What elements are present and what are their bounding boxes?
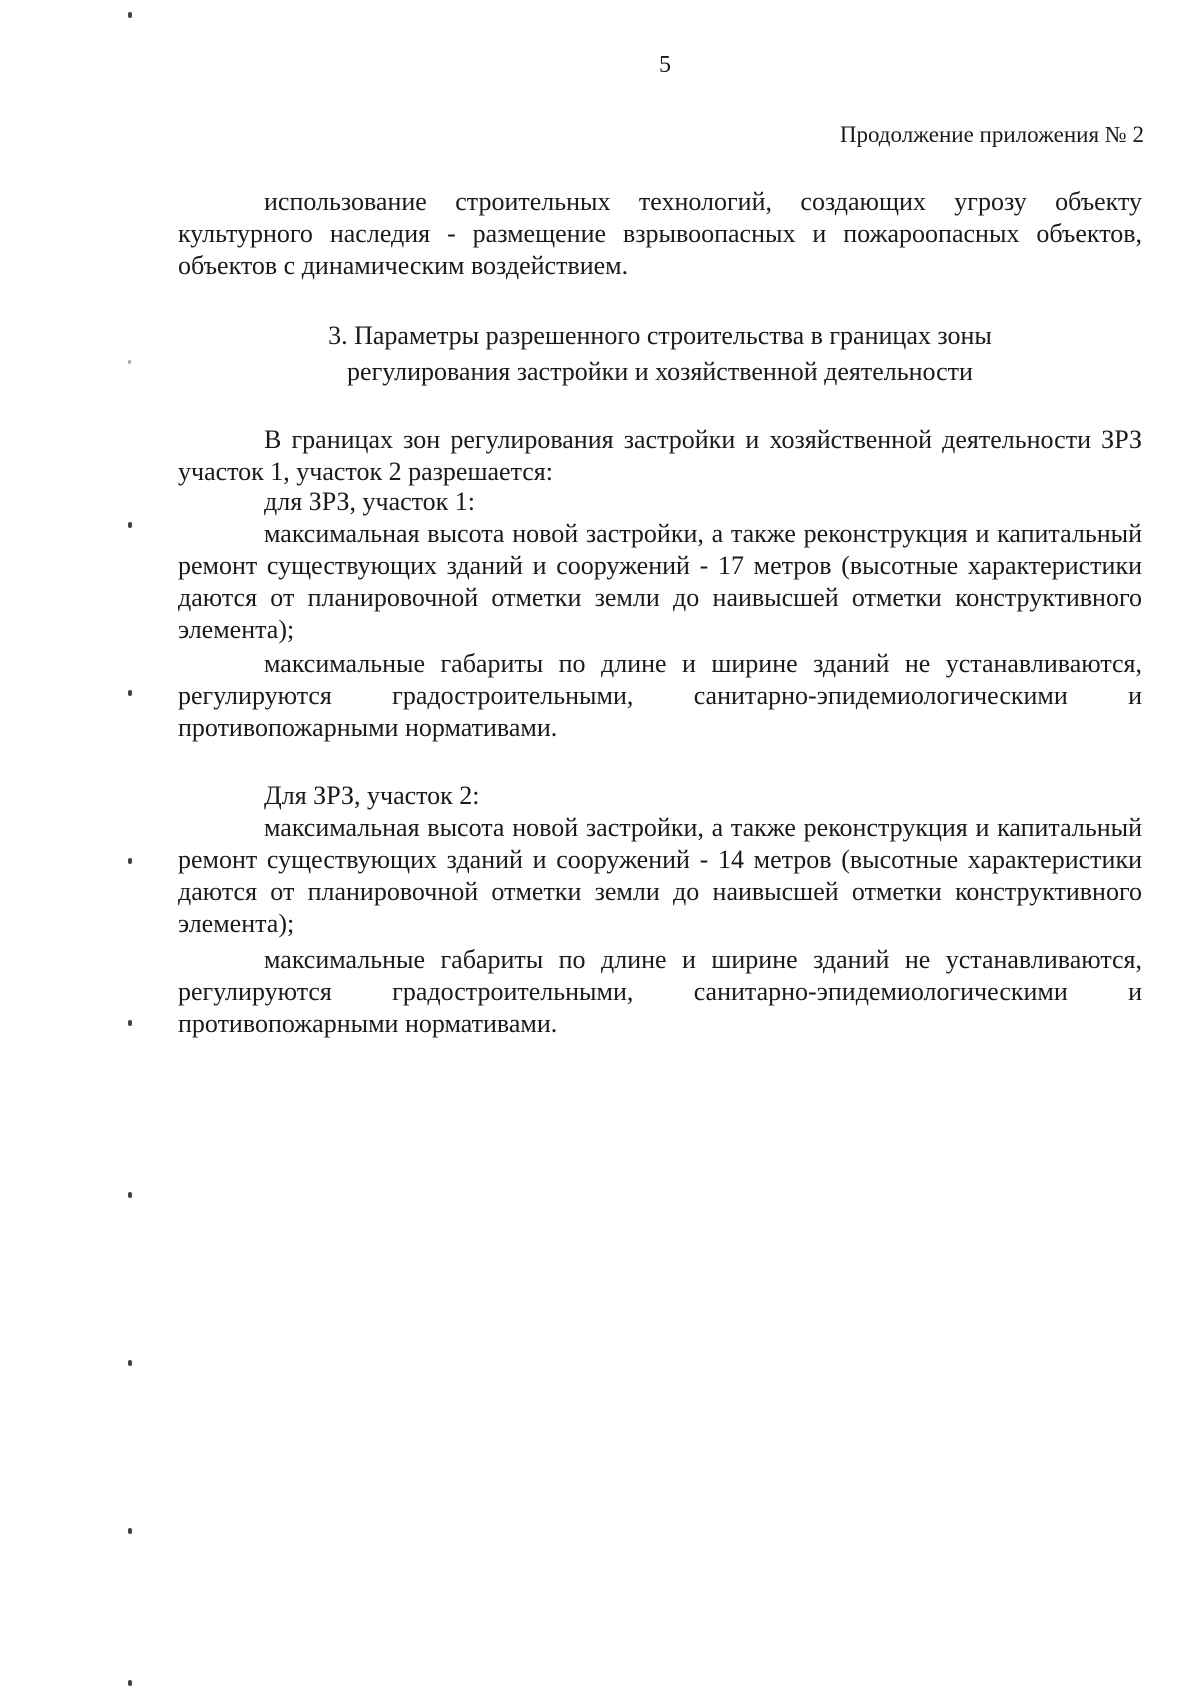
page-number: 5 [659,52,671,78]
scan-speck [128,522,132,528]
scan-speck [128,360,131,364]
paragraph-construction-technologies [178,186,1142,282]
scan-speck [128,1192,132,1198]
scan-speck [128,858,132,864]
scan-speck [128,1360,132,1366]
zrz-1-max-height: максимальная высота новой застройки, а также реконструкция и капитальный ремонт существующих зданий и сооружений - 17 метров (высотные характеристики даются от планировочной отметки земли до наивысшей отметки конструктивного элемента); [178,519,1142,644]
scan-speck [128,1020,132,1026]
paragraph-in-zone-borders: В границах зон регулирования застройки и хозяйственной деятельности ЗРЗ участок 1, участок 2 разрешается: [178,425,1142,486]
appendix-continuation-note: Продолжение приложения № 2 [839,122,1144,147]
scan-speck [128,1680,132,1686]
paragraph-text: использование строительных технологий, создающих угрозу объекту культурного наследия - размещение взрывоопасных и пожароопасных объектов, объектов с динамическим воздействием. [178,187,1142,280]
scan-speck [128,690,132,696]
section-title [178,318,1142,390]
section-title-line-1: 3. Параметры разрешенного строительства в границах зоны [328,321,992,350]
zrz-2-max-dimensions: максимальные габариты по длине и ширине зданий не устанавливаются, регулируются градостроительными, санитарно-эпидемиологическими и противопожарными нормативами. [178,945,1142,1038]
zrz-1-heading: для ЗРЗ, участок 1: [264,487,476,516]
zrz-2-max-height: максимальная высота новой застройки, а также реконструкция и капитальный ремонт существующих зданий и сооружений - 14 метров (высотные характеристики даются от планировочной отметки земли до наивысшей отметки конструктивного элемента); [178,813,1142,938]
zrz-1-max-dimensions: максимальные габариты по длине и ширине зданий не устанавливаются, регулируются градостроительными, санитарно-эпидемиологическими и противопожарными нормативами. [178,649,1142,742]
section-title-line-2: регулирования застройки и хозяйственной деятельности [347,357,973,386]
zrz-2-heading: Для ЗРЗ, участок 2: [264,781,480,810]
scan-speck [128,12,132,18]
scan-speck [128,1528,132,1534]
